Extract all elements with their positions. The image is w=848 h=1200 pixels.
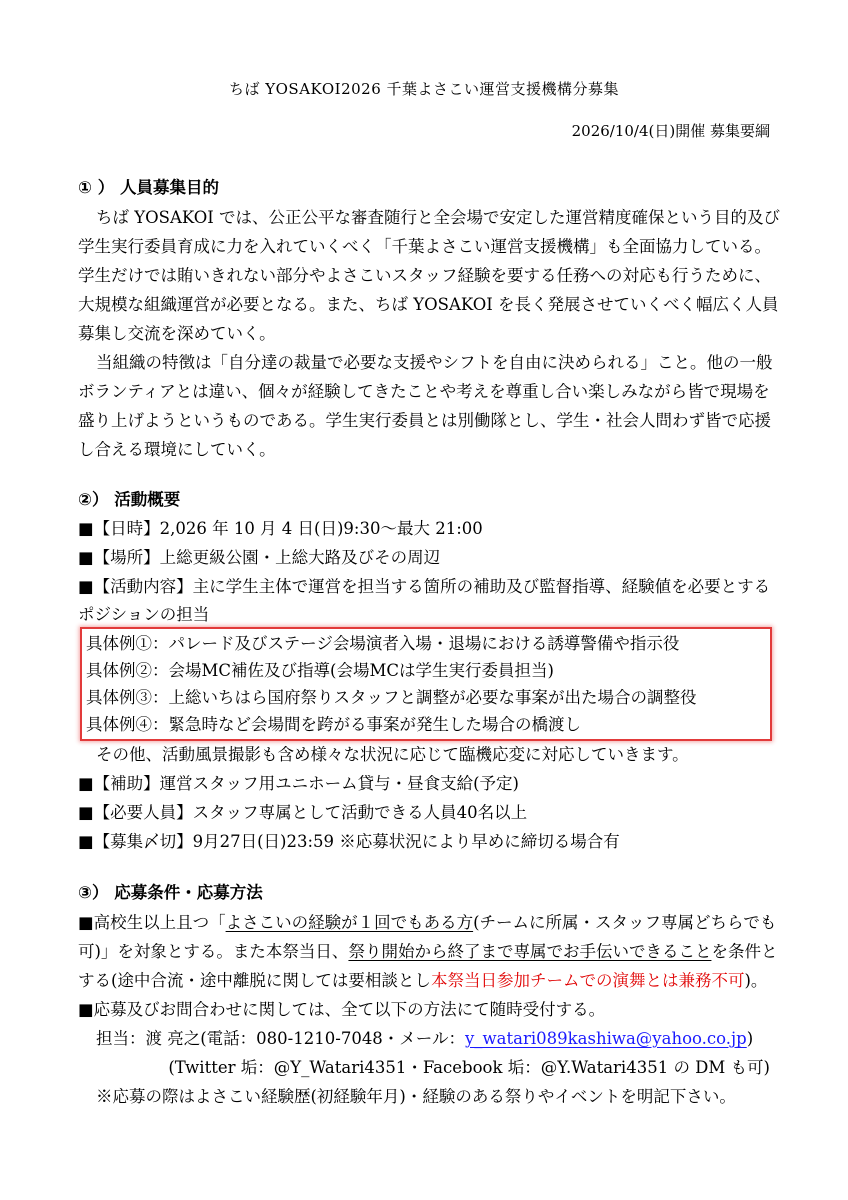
section3-heading: ③） 応募条件・応募方法	[78, 883, 263, 902]
activity-content-item: ■【活動内容】主に学生主体で運営を担当する箇所の補助及び監督指導、経験値を必要とする	[78, 577, 771, 596]
contact-text: )	[746, 1029, 754, 1048]
example-item: 具体例③：上総いちはら国府祭りスタッフと調整が必要な事案が出た場合の調整役	[86, 688, 697, 707]
condition-underlined: 祭り開始から終了まで専属でお手伝いできること	[348, 942, 712, 961]
section1-p2-line: 盛り上げようというものである。学生実行委員とは別働隊とし、学生・社会人問わず皆で応援	[78, 411, 771, 430]
required-staff-item: ■【必要人員】スタッフ専属として活動できる人員40名以上	[78, 803, 528, 822]
section1-p2-line: 当組織の特徴は「自分達の裁量で必要な支援やシフトを自由に決められる」こと。他の一般	[96, 353, 773, 372]
section1-p1-line: 学生だけでは賄いきれない部分やよさこいスタッフ経験を要する任務への対応も行うために、	[78, 266, 771, 285]
section1-p2-line: ボランティアとは違い、個々が経験してきたことや考えを尊重し合い楽しみながら皆で現場を	[78, 382, 770, 401]
example-item: 具体例④：緊急時など会場間を跨がる事案が発生した場合の橋渡し	[86, 715, 581, 734]
condition-line	[78, 913, 776, 933]
sns-line: (Twitter 垢：@Y_Watari4351・Facebook 垢：@Y.Watari4351 の DM も可)	[168, 1058, 770, 1077]
section1-heading: ① ） 人員募集目的	[78, 178, 219, 197]
other-note: その他、活動風景撮影も含め様々な状況に応じて臨機応変に対応していきます。	[96, 745, 689, 764]
condition-text: 可)」を対象とする。また本祭当日、	[78, 942, 349, 961]
activity-content-item-cont: ポジションの担当	[78, 605, 210, 624]
event-date-subtitle: 2026/10/4(日)開催 募集要綱	[571, 122, 770, 140]
condition-text: )。	[744, 971, 768, 990]
page-title: ちば YOSAKOI2026 千葉よさこい運営支援機構分募集	[228, 80, 620, 98]
condition-text: する(途中合流・途中離脱に関しては要相談とし	[78, 971, 431, 990]
condition-underlined: よさこいの経験が１回でもある方	[225, 913, 474, 932]
condition-line	[78, 971, 767, 991]
condition-line	[78, 942, 777, 962]
section1-p1-line: 大規模な組織運営が必要となる。また、ちば YOSAKOI を長く発展させていくべく幅広く人員	[78, 295, 779, 314]
section1-p1-line: ちば YOSAKOI では、公正公平な審査随行と全会場で安定した運営精度確保という目的及び	[96, 208, 781, 227]
application-note: ※応募の際はよさこい経験歴(初経験年月)・経験のある祭りやイベントを明記下さい。	[96, 1087, 736, 1106]
email-link[interactable]: y_watari089kashiwa@yahoo.co.jp	[464, 1029, 747, 1048]
section1-p1-line: 募集し交流を深めていく。	[78, 324, 276, 343]
support-item: ■【補助】運営スタッフ用ユニホーム貸与・昼食支給(予定)	[78, 774, 519, 793]
contact-line	[96, 1029, 753, 1049]
contact-text: 担当：渡 亮之(電話：080-1210-7048・メール：	[96, 1029, 465, 1048]
condition-warning-red: 本祭当日参加チームでの演舞とは兼務不可	[430, 971, 745, 990]
inquiry-line: ■応募及びお問合わせに関しては、全て以下の方法にて随時受付する。	[78, 1000, 606, 1019]
deadline-item: ■【募集〆切】9月27日(日)23:59 ※応募状況により早めに締切る場合有	[78, 832, 620, 851]
place-item: ■【場所】上総更級公園・上総大路及びその周辺	[78, 548, 441, 567]
section2-heading: ②） 活動概要	[78, 490, 181, 509]
section1-p1-line: 学生実行委員育成に力を入れていくべく「千葉よさこい運営支援機構」も全面協力している。	[78, 237, 771, 256]
condition-text: を条件と	[711, 942, 778, 961]
datetime-item: ■【日時】2,026 年 10 月 4 日(日)9:30～最大 21:00	[78, 519, 483, 538]
example-item: 具体例①：パレード及びステージ会場演者入場・退場における誘導警備や指示役	[86, 634, 680, 653]
condition-text: (チームに所属・スタッフ専属どちらでも	[473, 913, 777, 932]
example-item: 具体例②：会場MC補佐及び指導(会場MCは学生実行委員担当)	[86, 661, 554, 680]
section1-p2-line: し合える環境にしていく。	[78, 440, 276, 459]
condition-text: ■高校生以上且つ「	[78, 913, 226, 932]
